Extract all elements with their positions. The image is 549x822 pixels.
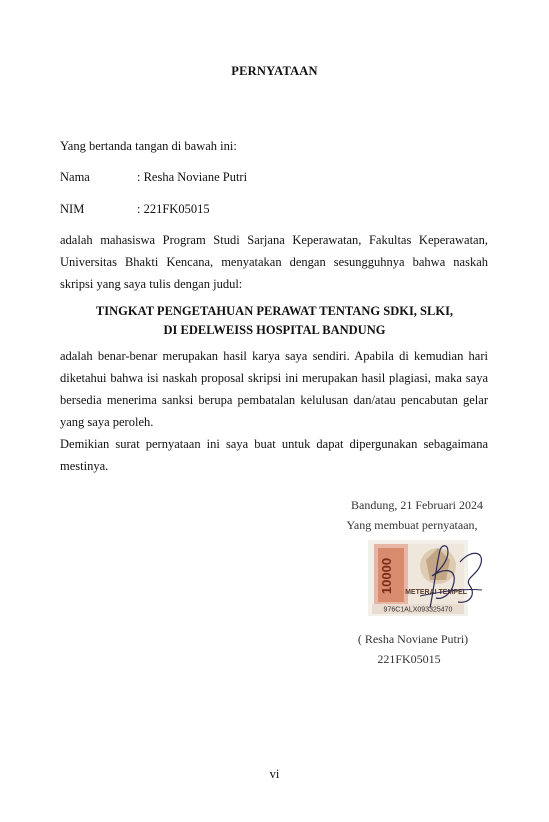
paragraph-line: adalah mahasiswa Program Studi Sarjana Keperawatan, Fakultas Keperawatan, — [60, 233, 488, 247]
page-number: vi — [269, 767, 280, 781]
stamp-label: METERAI TEMPEL — [405, 589, 467, 596]
paragraph-line: Demikian surat pernyataan ini saya buat untuk dapat dipergunakan sebagaimana — [60, 437, 488, 451]
signature-place-date: Bandung, 21 Februari 2024 — [351, 498, 483, 512]
field-nim — [60, 202, 210, 217]
field-nama — [60, 170, 247, 185]
signature-block — [340, 494, 490, 674]
paragraph-line: adalah benar-benar merupakan hasil karya saya sendiri. Apabila di kemudian hari — [60, 349, 488, 363]
stamp-serial: 976C1ALX093325470 — [383, 606, 453, 614]
intro-text: Yang bertanda tangan di bawah ini: — [60, 139, 237, 153]
paragraph-2 — [60, 345, 488, 477]
signature-name: ( Resha Noviane Putri) — [357, 632, 469, 646]
paragraph-line: yang saya peroleh. — [60, 415, 154, 429]
paragraph-line: bersedia menerima sanksi berupa pembatalan kelulusan dan/atau pencabutan gelar — [60, 393, 488, 407]
field-label: Nama — [60, 170, 90, 184]
signature-nim: 221FK05015 — [377, 652, 441, 666]
signature-role: Yang membuat pernyataan, — [346, 518, 478, 532]
thesis-title-line: DI EDELWEISS HOSPITAL BANDUNG — [163, 323, 386, 337]
field-value: : Resha Noviane Putri — [137, 170, 248, 184]
stamp-value: 10000 — [379, 557, 394, 595]
paragraph-line: skripsi yang saya tulis dengan judul: — [60, 277, 243, 291]
paragraph-line: Universitas Bhakti Kencana, menyatakan dengan sesungguhnya bahwa naskah — [60, 255, 488, 269]
thesis-title-line: TINGKAT PENGETAHUAN PERAWAT TENTANG SDKI, SLKI, — [95, 304, 454, 318]
thesis-title — [0, 302, 549, 340]
handwritten-signature — [400, 538, 490, 618]
paragraph-1 — [60, 229, 488, 295]
page-title: PERNYATAAN — [231, 64, 318, 78]
field-label: NIM — [60, 202, 85, 216]
field-value: : 221FK05015 — [137, 202, 210, 216]
paragraph-line: diketahui bahwa isi naskah proposal skripsi ini merupakan hasil plagiasi, maka saya — [60, 371, 488, 385]
paragraph-line: mestinya. — [60, 459, 109, 473]
